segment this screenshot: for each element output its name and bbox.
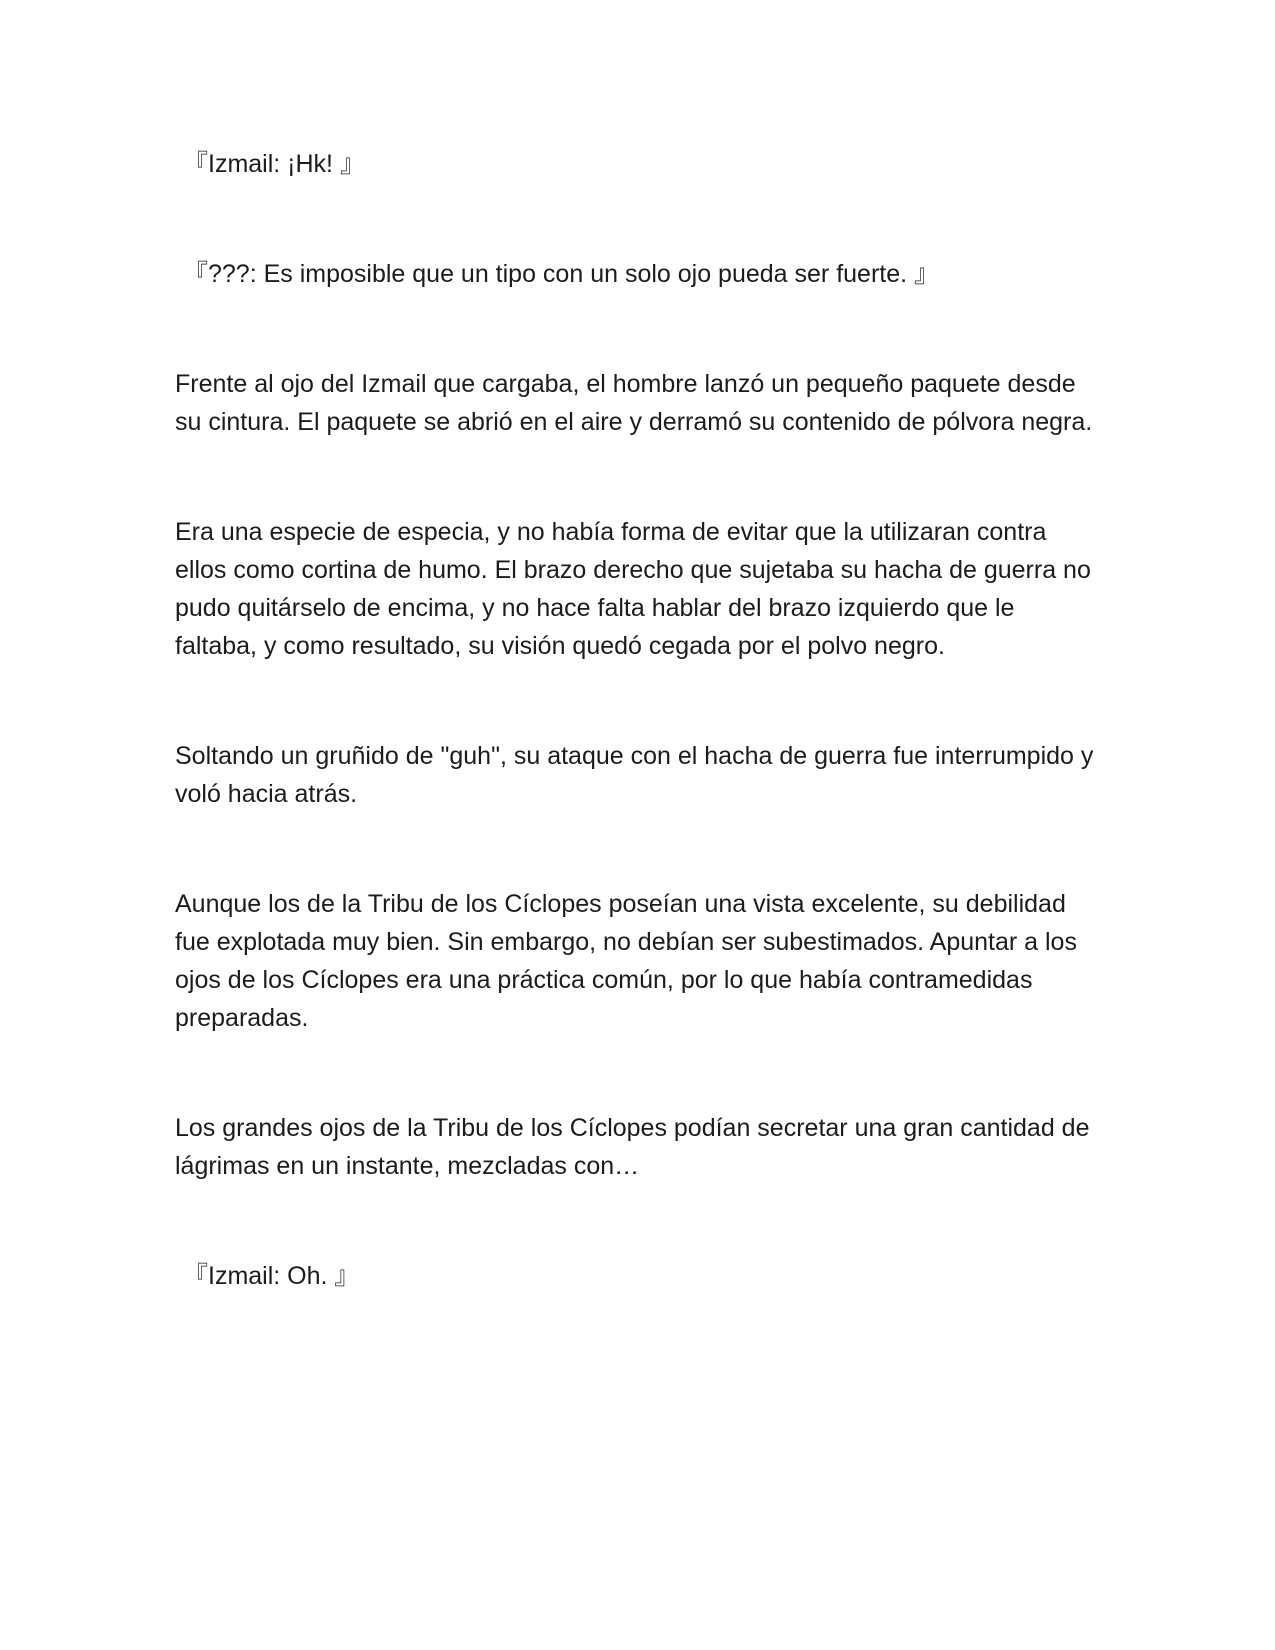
narration-paragraph: Soltando un gruñido de "guh", su ataque con el hacha de guerra fue interrumpido y voló hacia atrás.: [175, 742, 1094, 808]
dialogue-line: 『???: Es imposible que un tipo con un solo ojo pueda ser fuerte. 』: [183, 260, 940, 288]
dialogue-line: 『Izmail: ¡Hk! 』: [183, 150, 365, 178]
document-body: [175, 145, 1095, 1295]
dialogue-line: 『Izmail: Oh. 』: [183, 1262, 360, 1290]
narration-paragraph: Aunque los de la Tribu de los Cíclopes poseían una vista excelente, su debilidad fue explotada muy bien. Sin embargo, no debían ser subestimados. Apuntar a los ojos de los Cíclopes era una práctica común, por lo que había contramedidas preparadas.: [175, 890, 1077, 1032]
narration-paragraph: Frente al ojo del Izmail que cargaba, el hombre lanzó un pequeño paquete desde su cintura. El paquete se abrió en el aire y derramó su contenido de pólvora negra.: [175, 370, 1093, 436]
narration-paragraph: Era una especie de especia, y no había forma de evitar que la utilizaran contra ellos como cortina de humo. El brazo derecho que sujetaba su hacha de guerra no pudo quitárselo de encima, y no hace falta hablar del brazo izquierdo que le faltaba, y como resultado, su visión quedó cegada por el polvo negro.: [175, 518, 1091, 660]
narration-paragraph: Los grandes ojos de la Tribu de los Cíclopes podían secretar una gran cantidad de lágrimas en un instante, mezcladas con…: [175, 1114, 1090, 1180]
